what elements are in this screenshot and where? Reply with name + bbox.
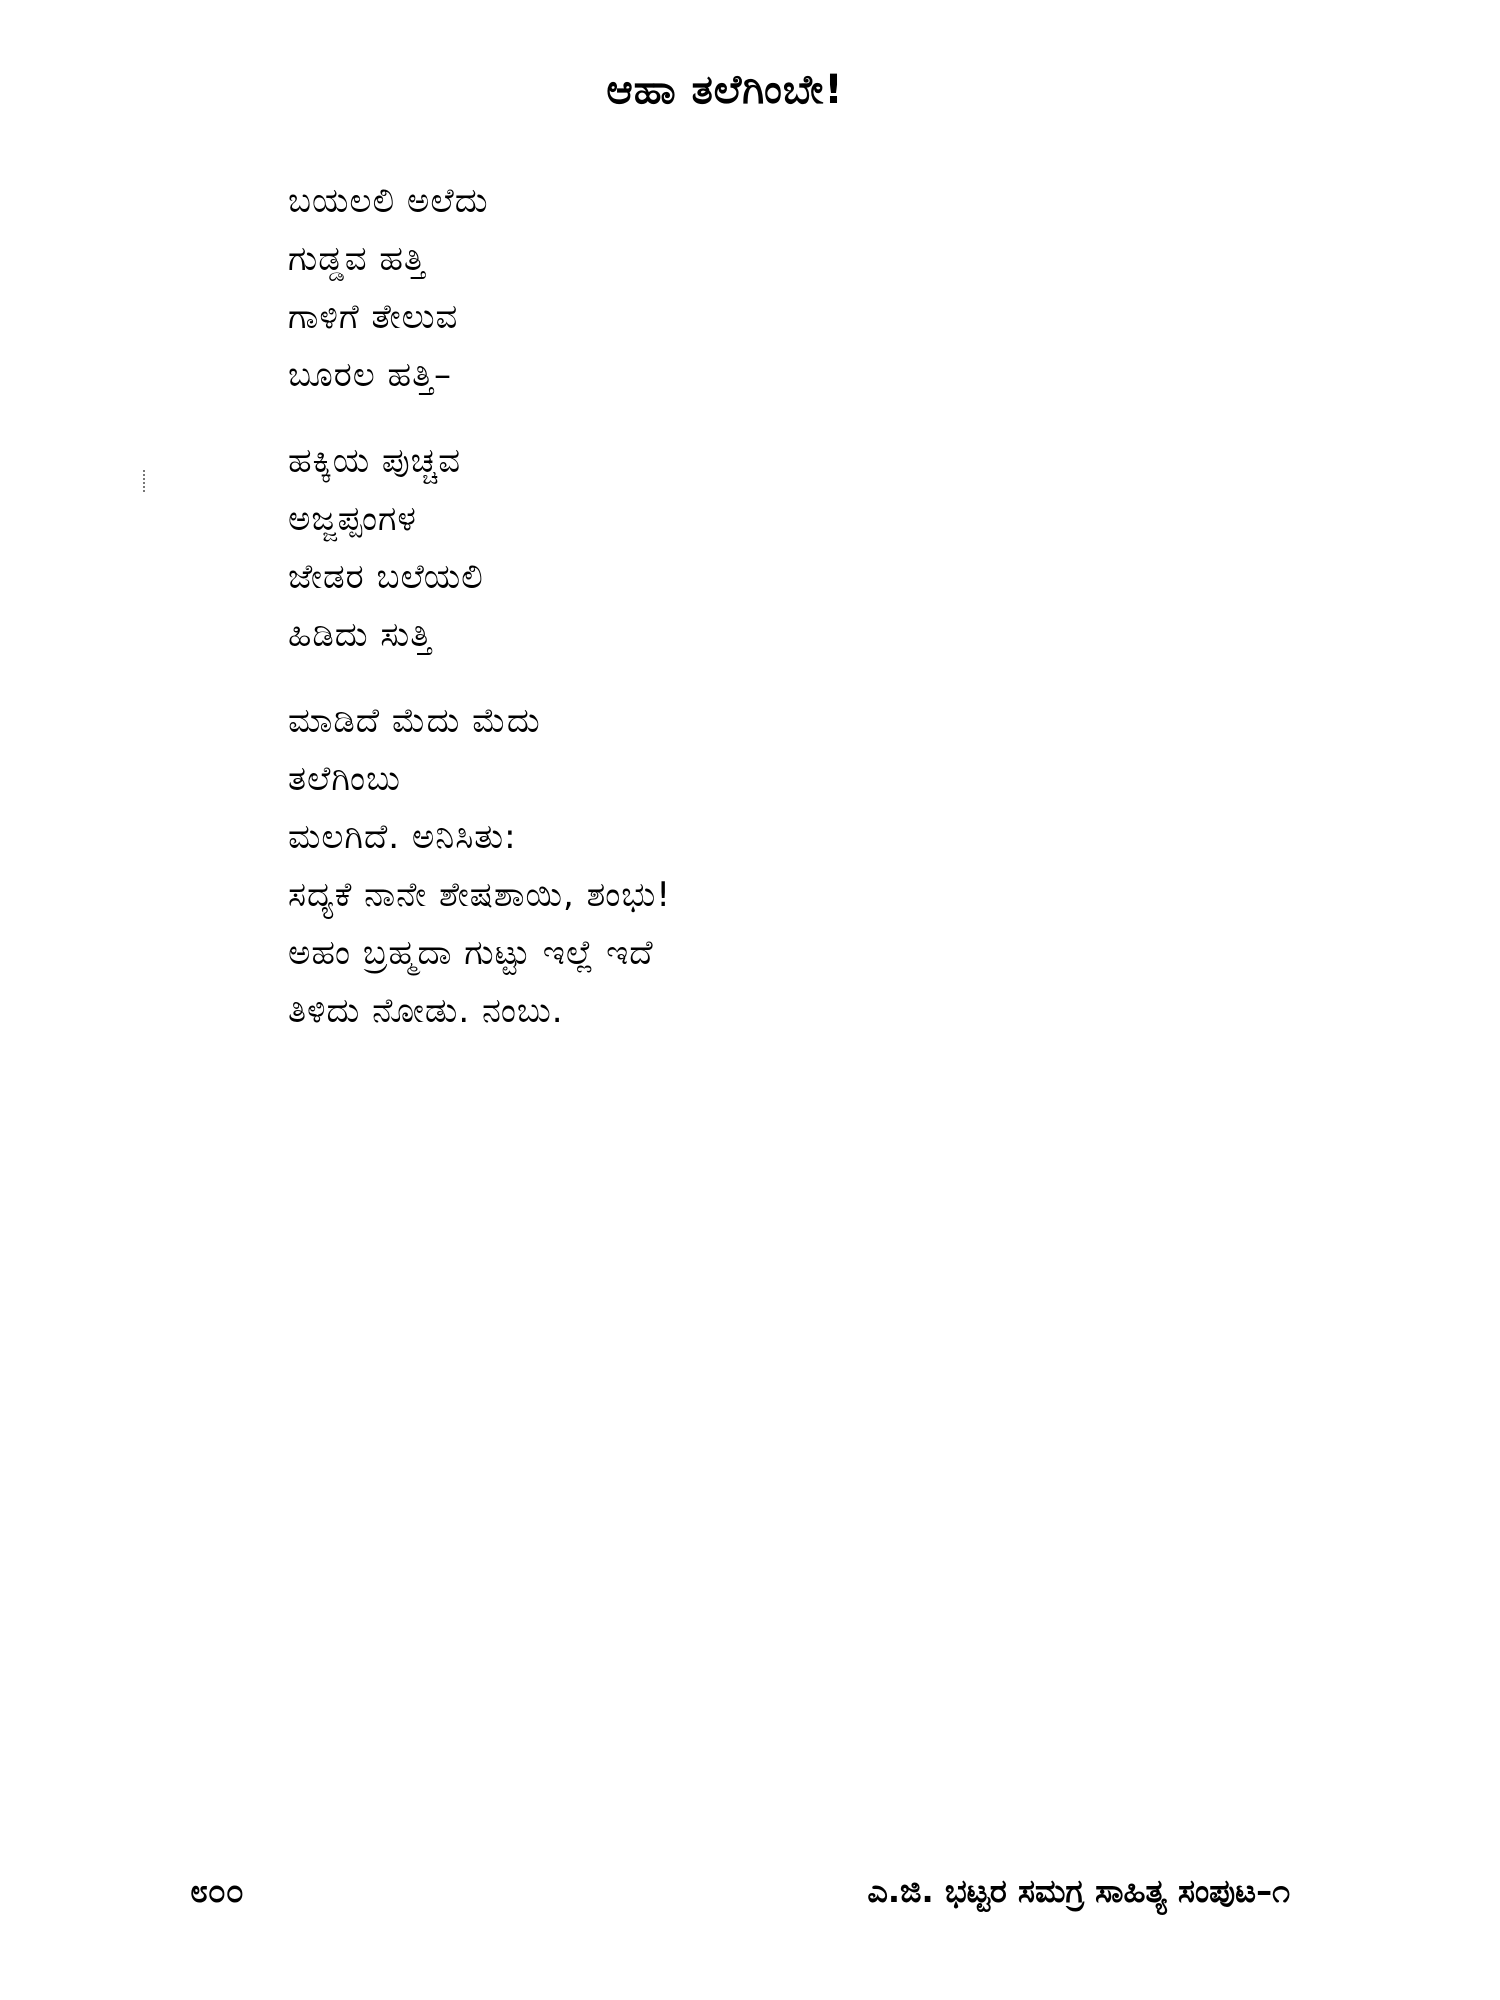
stanza (288, 692, 1288, 1040)
poem-line: ಗುಡ್ಡವ ಹತ್ತಿ (288, 239, 426, 279)
poem-line: ಜೇಡರ ಬಲೆಯಲಿ (288, 557, 484, 597)
poem-line: ಮಾಡಿದೆ ಮೆದು ಮೆದು (288, 701, 541, 741)
page-number: ೮೦೦ (190, 1872, 244, 1910)
poem-line: ತಿಳಿದು ನೋಡು. ನಂಬು. (288, 991, 564, 1031)
poem-line: ಬಯಲಲಿ ಅಲೆದು (288, 181, 489, 221)
stanza (288, 172, 1288, 404)
poem-line: ತಲೆಗಿಂಬು (288, 759, 401, 799)
poem-line: ಅಜ್ಜಪ್ಪಂಗಳ (288, 499, 417, 539)
poem-line: ಬೂರಲ ಹತ್ತಿ– (288, 355, 453, 395)
poem-body (288, 172, 1288, 1068)
poem-line: ಗಾಳಿಗೆ ತೇಲುವ (288, 297, 459, 337)
poem-line: ಹಿಡಿದು ಸುತ್ತಿ (288, 615, 433, 655)
stanza (288, 432, 1288, 664)
poem-title: ಆಹಾ ತಲೆಗಿಂಬೇ! (606, 67, 844, 113)
scan-mark (143, 470, 147, 492)
running-title: ಎ.ಜಿ. ಭಟ್ಟರ ಸಮಗ್ರ ಸಾಹಿತ್ಯ ಸಂಪುಟ–೧ (867, 1872, 1290, 1910)
poem-line: ಹಕ್ಕಿಯ ಪುಚ್ಚವ (288, 441, 462, 481)
poem-line: ಮಲಗಿದೆ. ಅನಿಸಿತು: (288, 817, 517, 857)
poem-line: ಅಹಂ ಬ್ರಹ್ಮದಾ ಗುಟ್ಟು ಇಲ್ಲೆ ಇದೆ (288, 933, 654, 973)
poem-line: ಸದ್ಯಕೆ ನಾನೇ ಶೇಷಶಾಯಿ, ಶಂಭು! (288, 875, 671, 915)
page-footer (190, 1866, 1290, 1916)
